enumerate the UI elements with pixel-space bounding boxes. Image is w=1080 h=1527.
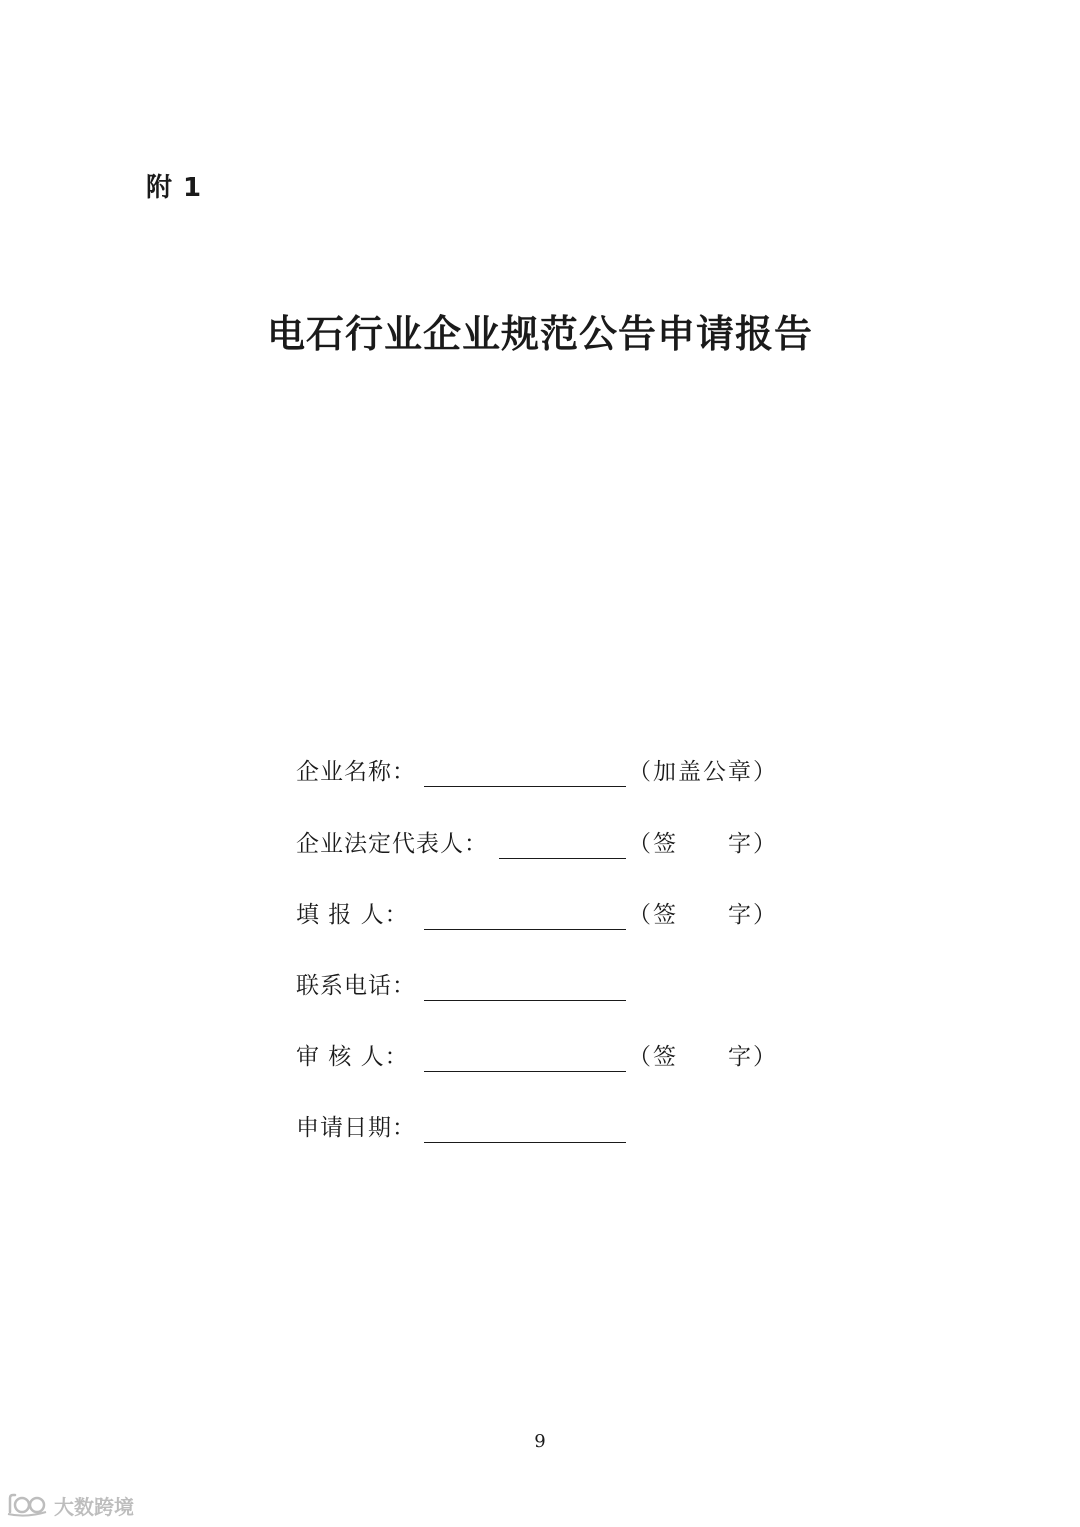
reviewer-field[interactable] [424, 1071, 626, 1072]
reviewer-signature-note: （签 字） [628, 1044, 778, 1070]
filler-label: 填 报 人： [296, 902, 409, 928]
watermark-text: 大数跨境 [54, 1494, 134, 1519]
form-row-application-date [296, 1108, 856, 1148]
phone-field[interactable] [424, 1000, 626, 1001]
company-name-field[interactable] [424, 786, 626, 787]
watermark-logo-icon [6, 1492, 50, 1518]
attachment-label: 附 1 [146, 173, 203, 203]
form-row-legal-representative [296, 824, 856, 864]
watermark [6, 1490, 134, 1520]
legal-representative-field[interactable] [499, 858, 626, 859]
legal-representative-label: 企业法定代表人： [296, 831, 488, 857]
application-date-field[interactable] [424, 1142, 626, 1143]
legal-representative-signature-note: （签 字） [628, 831, 778, 857]
phone-label: 联系电话： [296, 973, 416, 999]
page-number: 9 [534, 1431, 546, 1452]
application-date-label: 申请日期： [296, 1115, 416, 1141]
form-row-filler [296, 895, 856, 935]
document-title: 电石行业企业规范公告申请报告 [266, 312, 813, 356]
form-row-reviewer [296, 1037, 856, 1077]
reviewer-label: 审 核 人： [296, 1044, 409, 1070]
filler-signature-note: （签 字） [628, 902, 778, 928]
filler-field[interactable] [424, 929, 626, 930]
form-row-company-name [296, 752, 856, 792]
company-name-label: 企业名称： [296, 759, 416, 785]
form-row-phone [296, 966, 856, 1006]
company-seal-note: （加盖公章） [628, 759, 778, 785]
